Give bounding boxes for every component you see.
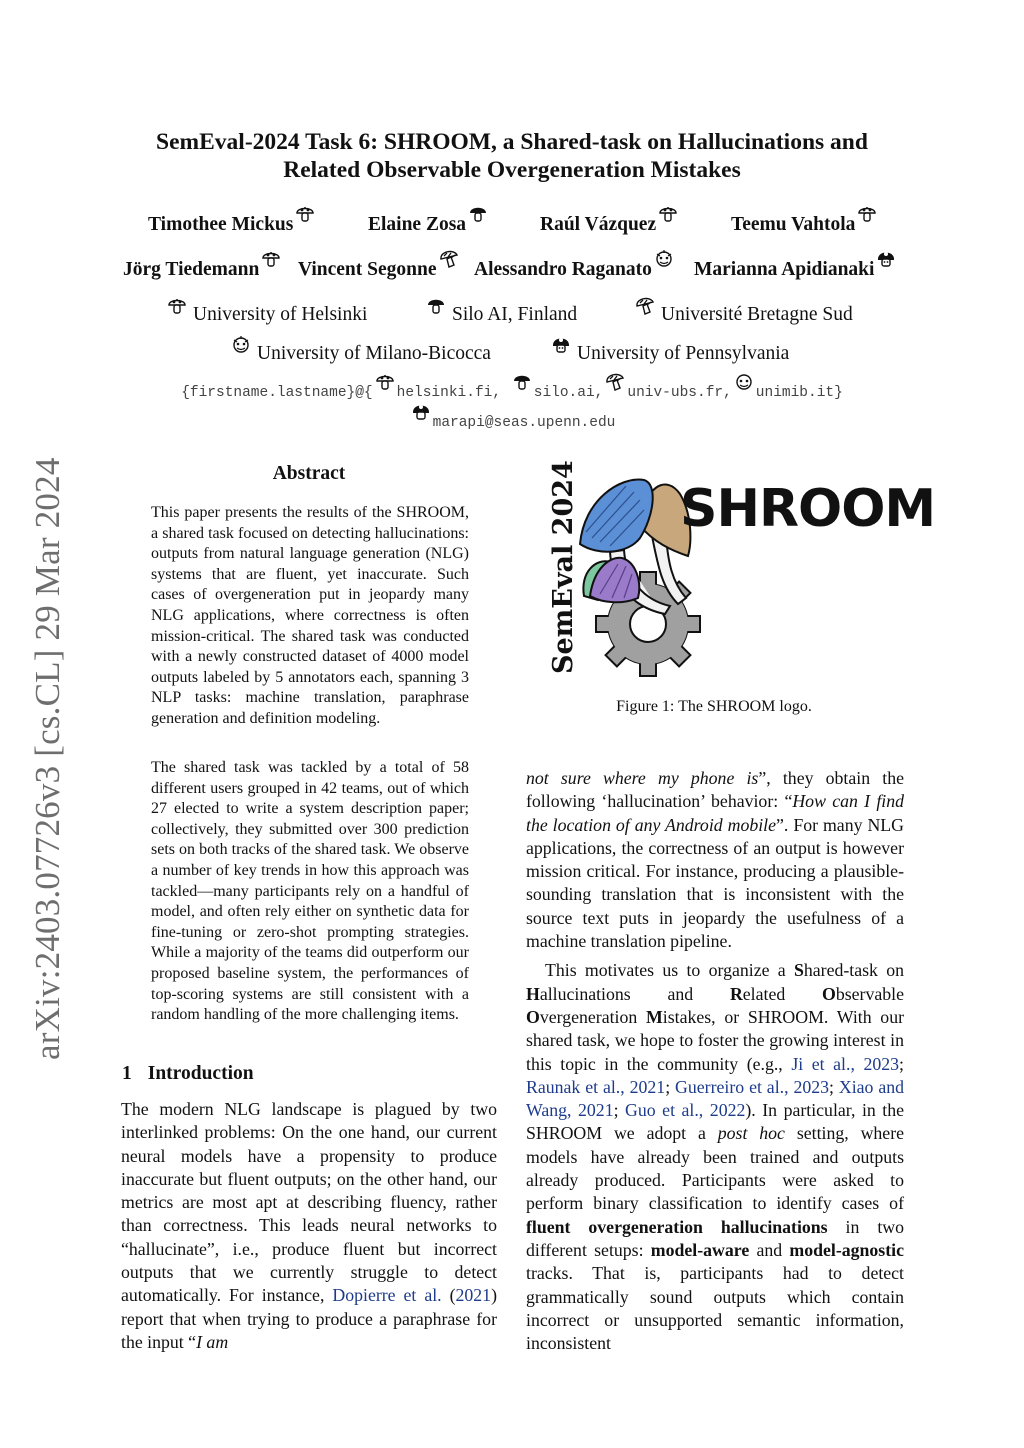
silo-mushroom-icon <box>426 296 446 316</box>
italic-span: I am <box>196 1331 229 1352</box>
intro-paragraph-1-continued <box>526 767 904 953</box>
penn-mushroom-icon <box>551 335 571 355</box>
bold-letter: O <box>526 1006 540 1027</box>
citation-link[interactable]: Guerreiro et al., <box>675 1076 789 1097</box>
affiliation-name: Université Bretagne Sud <box>661 304 853 325</box>
bold-span: fluent overgeneration hallucinations <box>526 1216 828 1237</box>
helsinki-mushroom-icon <box>857 204 877 224</box>
citation-link[interactable]: 2023 <box>793 1076 830 1097</box>
logo-vertical-text: SemEval 2024 <box>548 460 579 674</box>
penn-mushroom-icon <box>876 249 896 269</box>
text-span: allucinations and <box>539 983 730 1004</box>
author-name: Marianna Apidianaki <box>694 259 875 280</box>
citation-link[interactable]: Ji et al., <box>791 1053 855 1074</box>
author <box>368 212 488 236</box>
text-span: The modern NLG landscape is plagued by two interlinked problems: On the one hand, our current neural models have a propensity to produce inaccurate but fluent outputs; on the other hand, our metrics are most apt at describing fluency, rather than correctness. This leads neural networks to “hallucinate”, i.e., produce fluent but incorrect outputs that we currently struggle to detect automatically. For instance, <box>121 1099 497 1306</box>
text-span: elated <box>742 983 823 1004</box>
intro-right-column <box>526 767 904 1355</box>
bold-letter: O <box>822 983 836 1004</box>
arxiv-identifier: arXiv:2403.07726v3 [cs.CL] 29 Mar 2024 <box>28 457 67 1060</box>
author-name: Vincent Segonne <box>298 259 437 280</box>
bold-letter: H <box>526 983 540 1004</box>
abstract-paragraph-2: The shared task was tackled by a total of 58 different users grouped in 42 teams, out of which 27 elected to write a system description paper; collectively, they submitted over 300 prediction sets on both tracks of the shared task. We observe a number of key trends in how this approach was tackled—many participants rely on a handful of model, and often rely either on synthetic data for fine-tuning or zero-shot prompting strategies. While a majority of the teams did outperform our proposed baseline system, the performances of top-scoring systems are still consistent with a random handling of the more challenging items. <box>151 759 469 1024</box>
author <box>731 212 877 236</box>
text-span: ( <box>441 1285 456 1306</box>
text-span: ”. For many NLG applications, the correctness of an output is however mission critical. For instance, producing a plausible-sounding translation that is inconsistent with the source text puts in jeopardy the usefulness of a machine translation pipeline. <box>526 814 904 952</box>
penn-mushroom-icon <box>411 402 431 422</box>
affiliation-name: University of Helsinki <box>193 304 368 325</box>
section-heading-introduction <box>122 1063 254 1085</box>
author-name: Raúl Vázquez <box>540 214 657 235</box>
bretagne-mushroom-icon <box>635 296 655 316</box>
text-span: setting, where models have already been trained and outputs already produced. Participants were asked to perform binary classification to identify cases of <box>526 1123 905 1214</box>
email-domain-helsinki: helsinki.fi, <box>396 385 502 401</box>
text-span: in two different setups: <box>526 1216 904 1260</box>
author-name: Alessandro Raganato <box>474 259 652 280</box>
figure-caption: Figure 1: The SHROOM logo. <box>616 698 812 715</box>
author <box>540 212 678 236</box>
shroom-logo <box>540 460 936 686</box>
email-line-1 <box>0 378 1024 401</box>
text-span: bservable <box>835 983 904 1004</box>
citation-link[interactable]: 2022 <box>709 1100 746 1121</box>
affiliation-name: Silo AI, Finland <box>452 304 578 325</box>
affiliation-name: University of Pennsylvania <box>577 343 790 364</box>
affiliation <box>551 341 789 365</box>
italic-span: How can I find the location of any Android mobile <box>526 791 904 835</box>
text-span: hared-task on <box>803 960 905 981</box>
abstract-paragraph-1: This paper presents the results of the SHROOM, a shared task focused on detecting hallucinations: outputs from natural language generation (NLG) systems that are fluent, yet inaccurate. Such cases of overgeneration put in jeopardy many NLG applications, where correctness is often mission-critical. The shared task was conducted with a newly constructed dataset of 4000 model outputs labeled by 5 annotators each, spanning 3 NLP tasks: machine translation, paraphrase generation and definition modeling. <box>151 504 469 727</box>
author-name: Teemu Vahtola <box>731 214 856 235</box>
paper-title <box>0 128 1024 184</box>
milano-mushroom-icon <box>231 335 251 355</box>
bold-span: model-agnostic <box>789 1239 904 1260</box>
affiliation <box>635 302 853 326</box>
email-line-2 <box>0 408 1024 431</box>
title-line-1: SemEval-2024 Task 6: SHROOM, a Shared-task on Hallucinations and <box>156 129 868 155</box>
milano-mushroom-icon <box>734 372 754 392</box>
author <box>694 257 896 281</box>
text-span: ). In particular, in the SHROOM we adopt a <box>526 1100 905 1144</box>
text-span: This motivates us to organize a <box>545 960 794 981</box>
bold-span: model-aware <box>650 1239 750 1260</box>
section-number: 1 <box>122 1063 132 1084</box>
affiliation <box>231 341 491 365</box>
author-name: Timothee Mickus <box>148 214 294 235</box>
helsinki-mushroom-icon <box>295 204 315 224</box>
email-prefix: {firstname.lastname}@{ <box>181 385 373 401</box>
text-span: tracks. That is, participants had to detect grammatically sound outputs which contain incorrect or unsupported semantic information, inconsistent <box>526 1263 904 1354</box>
abstract-heading: Abstract <box>272 463 346 484</box>
helsinki-mushroom-icon <box>167 296 187 316</box>
citation-link[interactable]: 2021 <box>455 1285 492 1306</box>
email-domain-unimib: unimib.it} <box>755 385 843 401</box>
bold-letter: R <box>729 983 743 1004</box>
silo-mushroom-icon <box>512 372 532 392</box>
author-name: Jörg Tiedemann <box>123 259 260 280</box>
affiliation-name: University of Milano-Bicocca <box>257 343 491 364</box>
section-title: Introduction <box>147 1063 254 1084</box>
text-span: and <box>749 1239 790 1260</box>
text-span: ”, they obtain the following ‘hallucination’ behavior: “ <box>526 768 904 812</box>
helsinki-mushroom-icon <box>658 204 678 224</box>
italic-span: post hoc <box>717 1123 785 1144</box>
citation-link[interactable]: Xiao and Wang, <box>526 1076 905 1121</box>
affiliation <box>426 302 577 326</box>
milano-mushroom-icon <box>654 249 674 269</box>
title-line-2: Related Observable Overgeneration Mistakes <box>283 157 741 183</box>
email-domain-silo: silo.ai, <box>533 385 604 401</box>
citation-link[interactable]: 2023 <box>863 1053 900 1074</box>
intro-left-column <box>121 1098 497 1354</box>
helsinki-mushroom-icon <box>261 249 281 269</box>
email-domain-ubs: univ-ubs.fr, <box>627 385 732 401</box>
text-span: vergeneration <box>539 1006 646 1027</box>
text-span: ) <box>491 1285 497 1306</box>
intro-paragraph-2: This motivates us to organize a Shared-task on Hallucinations and Related Observable Overgeneration Mistakes, or SHROOM. With our shared task, we hope to foster the growing interest in this topic in the community (e.g., Ji et al., 2023; Raunak et al., 2021; Guerreiro et al., 2023; Xiao and Wang, 2021; Guo et al., 2022). In particular, in the SHROOM we adopt a post hoc setting, where models have already been trained and outputs already produced. Participants were asked to perform binary classification to identify cases of fluent overgeneration hallucinations in two different setups: model-aware and model-agnostic tracks. That is, participants had to detect grammatically sound outputs which contain incorrect or unsupported semantic information, inconsistent <box>526 960 905 1354</box>
author <box>123 257 281 281</box>
helsinki-mushroom-icon <box>375 372 395 392</box>
bretagne-mushroom-icon <box>605 372 625 392</box>
author <box>298 257 459 281</box>
citation-link[interactable]: Raunak et al., <box>526 1076 625 1097</box>
citation-link[interactable]: 2021 <box>629 1076 666 1097</box>
author-name: Elaine Zosa <box>368 214 467 235</box>
email-penn: marapi@seas.upenn.edu <box>432 415 616 431</box>
citation-link[interactable]: 2021 <box>578 1100 614 1121</box>
citation-link[interactable]: Dopierre et al. <box>332 1285 442 1306</box>
text-span: istakes, or SHROOM. With our shared task, we hope to foster the growing interest in this topic in the community (e.g., <box>526 1006 905 1074</box>
bold-letter: S <box>793 960 804 981</box>
affiliation <box>167 302 367 326</box>
bretagne-mushroom-icon <box>439 249 459 269</box>
text-span: report that when trying to produce a paraphrase for the input “ <box>121 1308 497 1352</box>
italic-span: not sure where my phone is <box>526 768 759 788</box>
citation-link[interactable]: Guo et al., <box>625 1100 704 1121</box>
bold-letter: M <box>645 1006 663 1027</box>
logo-wordmark: SHROOM <box>680 479 936 539</box>
author <box>148 212 315 236</box>
author <box>474 257 674 281</box>
intro-paragraph-1 <box>121 1098 497 1354</box>
silo-mushroom-icon <box>468 204 488 224</box>
